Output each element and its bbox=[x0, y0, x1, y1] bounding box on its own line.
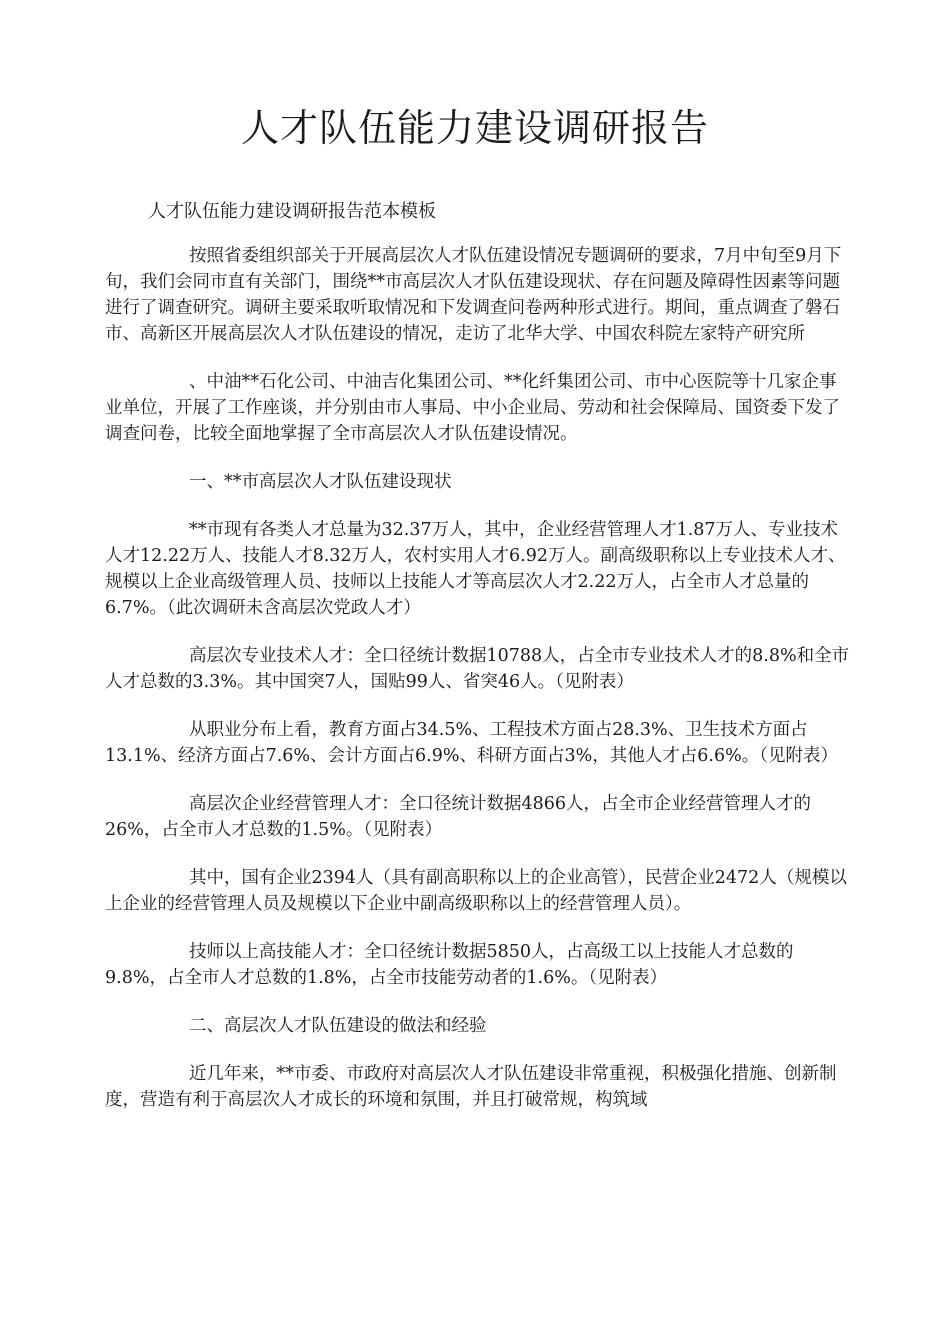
paragraph-professional-talent: 高层次专业技术人才：全口径统计数据10788人，占全市专业技术人才的8.8%和全市人才总数的3.3%。其中国突7人，国贴99人、省突46人。（见附表） bbox=[105, 646, 850, 692]
paragraph-intro-continued: 、中油**石化公司、中油吉化集团公司、**化纤集团公司、市中心医院等十几家企事业单位，开展了工作座谈，并分别由市人事局、中小企业局、劳动和社会保障局、国资委下发了调查问卷，比较全面地掌握了全市高层次人才队伍建设情况。 bbox=[105, 372, 840, 444]
document-title: 人才队伍能力建设调研报告 bbox=[240, 106, 709, 150]
document-body bbox=[105, 243, 853, 1135]
paragraph-management-talent: 高层次企业经营管理人才：全口径统计数据4866人，占全市企业经营管理人才的26%，占全市人才总数的1.5%。（见附表） bbox=[105, 794, 812, 840]
paragraph-skilled-talent: 技师以上高技能人才：全口径统计数据5850人，占高级工以上技能人才总数的9.8%，占全市人才总数的1.8%，占全市技能劳动者的1.6%。（见附表） bbox=[105, 942, 794, 988]
section-heading-1: 一、**市高层次人才队伍建设现状 bbox=[189, 472, 452, 492]
document-subtitle: 人才队伍能力建设调研报告范本模板 bbox=[148, 201, 436, 222]
paragraph-intro: 按照省委组织部关于开展高层次人才队伍建设情况专题调研的要求，7月中旬至9月下旬，我们会同市直有关部门，围绕**市高层次人才队伍建设现状、存在问题及障碍性因素等问题进行了调查研究。调研主要采取听取情况和下发调查问卷两种形式进行。期间，重点调查了磐石市、高新区开展高层次人才队伍建设的情况，走访了北华大学、中国农科院左家特产研究所 bbox=[105, 246, 842, 344]
paragraph-occupation-distribution: 从职业分布上看，教育方面占34.5%、工程技术方面占28.3%、卫生技术方面占13.1%、经济方面占7.6%、会计方面占6.9%、科研方面占3%，其他人才占6.6%。（见附表） bbox=[105, 720, 838, 766]
section-heading-2: 二、高层次人才队伍建设的做法和经验 bbox=[189, 1016, 487, 1036]
paragraph-practices: 近几年来，**市委、市政府对高层次人才队伍建设非常重视，积极强化措施、创新制度，营造有利于高层次人才成长的环境和氛围，并且打破常规，构筑域 bbox=[105, 1064, 837, 1110]
paragraph-talent-total: **市现有各类人才总量为32.37万人，其中，企业经营管理人才1.87万人、专业技术人才12.22万人、技能人才8.32万人，农村实用人才6.92万人。副高级职称以上专业技术人才、规模以上企业高级管理人员、技师以上技能人才等高层次人才2.22万人，占全市人才总量的6.7%。（此次调研未含高层次党政人才） bbox=[105, 520, 846, 618]
paragraph-enterprise-breakdown: 其中，国有企业2394人（具有副高职称以上的企业高管），民营企业2472人（规模以上企业的经营管理人员及规模以下企业中副高级职称以上的经营管理人员）。 bbox=[105, 868, 847, 914]
